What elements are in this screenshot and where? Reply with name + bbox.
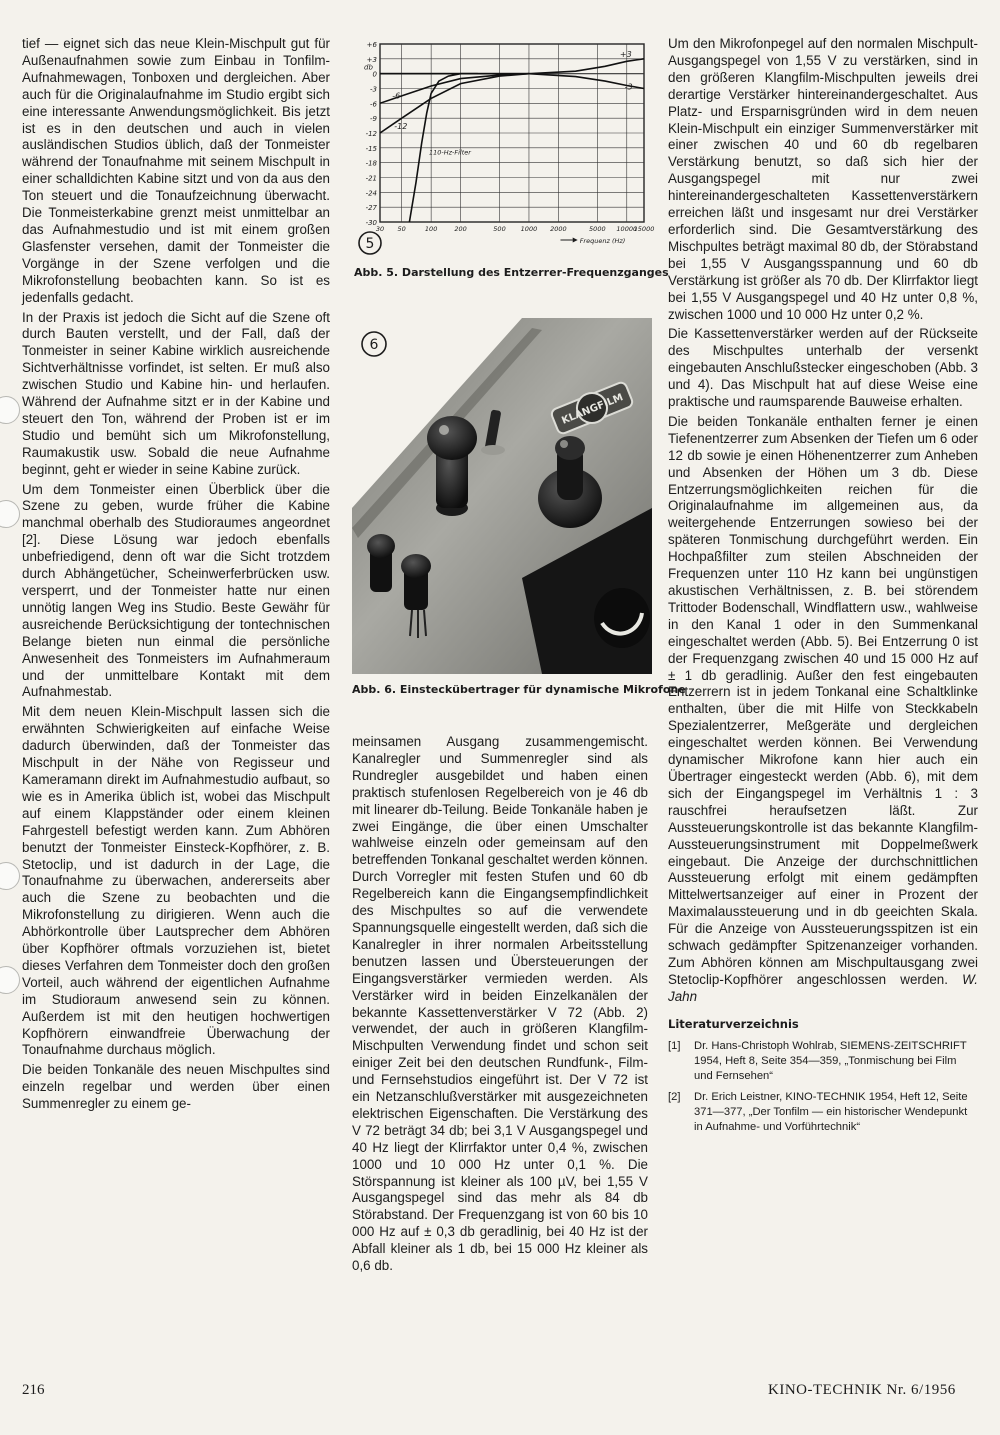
reference-item bbox=[668, 1090, 978, 1135]
x-tick-label: 200 bbox=[454, 225, 467, 233]
reference-text: Dr. Erich Leistner, KINO-TECHNIK 1954, Heft 12, Seite 371—377, „Der Tonfilm — ein historischer Wendepunkt in Aufnahme- und Vorführtechnik“ bbox=[694, 1090, 968, 1133]
series-line bbox=[380, 59, 644, 74]
text-column-left bbox=[22, 36, 330, 1116]
x-tick-label: 500 bbox=[493, 225, 506, 233]
y-tick-label: -18 bbox=[365, 159, 377, 168]
text-column-right bbox=[668, 36, 978, 1141]
journal-footer: KINO-TECHNIK Nr. 6/1956 bbox=[768, 1382, 956, 1398]
references-heading: Literaturverzeichnis bbox=[668, 1016, 799, 1031]
reference-number: [1] bbox=[668, 1039, 681, 1052]
x-axis-label: Frequenz (Hz) bbox=[579, 237, 626, 245]
series-label: -12 bbox=[394, 122, 408, 132]
series-line bbox=[380, 74, 644, 92]
paragraph: Mit dem neuen Klein-Mischpult lassen sich die erwähnten Schwierigkeiten auf einfache Weise dadurch überwinden, daß der Tonmeister das Mischpult in der Nähe von Regisseur und Kameramann direkt im Aufnahmestudio aufbaut, so wie es in Amerika üblich ist, wobei das Mischpult auf einem Klappständer oder einem kleinen Fahrgestell befestigt werden kann. Zum Abhören benutzt der Tonmeister Einsteck-Kopfhörer, z. B. Stetoclip, und ist dadurch in der Lage, die Tonaufnahme zu überwachen, andererseits aber auch die Szene zu beobachten und die Mikrofonstellung zu dirigieren. Wenn auch die Abhörkontrolle über Lautsprecher dem Abhören über Kopfhörer oftmals vorzuziehen ist, bietet dieses Verfahren dem Tonmeister doch den großen Vorteil, auch während der eigentlichen Aufnahme im Studioraum anwesend sein zu können. Außerdem ist mit den heutigen hochwertigen Kopfhörern einwandfreie Überwachung der Tonaufnahme durchaus möglich. bbox=[22, 704, 330, 1058]
series-label: -6 bbox=[392, 91, 401, 101]
y-tick-label: -24 bbox=[365, 189, 377, 198]
y-tick-label: -15 bbox=[365, 144, 377, 153]
paragraph-text: Die beiden Tonkanäle enthalten ferner je einen Tiefenentzerrer zum Absenken der Tiefen um 6 oder 12 db sowie je einen Höhenentzerrer zum Anheben und Absenken der Höhen um 3 db. Diese Entzerrungsmöglichkeiten reichen für die Originalaufnahme im allgemeinen aus, da weitergehende Entzerrungen sowieso bei der späteren Tonmischung durchgeführt werden. Ein Hochpaßfilter zum steilen Abschneiden der Frequenzen unter 110 Hz kann bei ungünstigen akustischen Verhältnissen, z. B. bei störendem Trittoder Bodenschall, Windflattern usw., wahlweise in den Kanal 1 oder in den Summenkanal eingeschaltet werden (Abb. 5). Bei Entzerrung 0 ist der Frequenzgang zwischen 40 und 15 000 Hz auf ± 1 db geradlinig. Außer den fest eingebauten Entzerrern ist in jedem Tonkanal eine Schaltklinke enthalten, über die mit Hilfe von Steckkabeln Spezialentzerrer, Meßgeräte und dergleichen eingeschaltet werden können. Bei Verwendung dynamischer Mikrofone kann hier auch ein Übertrager eingesteckt werden (Abb. 6), mit dem sich der Eingangspegel im Verhältnis 1 : 3 rauschfrei heraufsetzen läßt. Zur Aussteuerungskontrolle ist das bekannte Klangfilm-Aussteuerungsinstrument mit Doppelmeßwerk eingebaut. Die Anzeige der durchschnittlichen Aussteuerung erfolgt mit einem gedämpften Mittelwertsanzeiger auf einer in Prozent der Maximalaussteuerung und in db geeichten Skala. Für die Anzeige von Aussteuerungsspitzen ist ein schwach gedämpfter Spitzenanzeiger vorhanden. Zum Abhören können am Mischpultausgang zwei Stetoclip-Kopfhörer angeschlossen werden. bbox=[668, 413, 978, 987]
y-tick-label: +3 bbox=[366, 55, 377, 64]
references bbox=[668, 1016, 978, 1135]
punch-hole bbox=[0, 966, 20, 994]
figure-6-caption: Abb. 6. Einsteckübertrager für dynamische Mikrofone bbox=[352, 683, 686, 696]
paragraph: Die beiden Tonkanäle des neuen Mischpultes sind einzeln regelbar und werden über einen Summenregler zu einem ge- bbox=[22, 1062, 330, 1112]
paragraph: tief — eignet sich das neue Klein-Mischpult gut für Außenaufnahmen sowie zum Einbau in Tonfilm-Aufnahmewagen, Tonboxen und dergleichen. Aber auch für die Originalaufnahme im Studio ergibt sich eine interessante Anwendungsmöglichkeit. Bis jetzt ist es in den deutschen und auch in vielen ausländischen Studios üblich, daß der Tonmeister während der Tonaufnahme mit seinem Mischpult in einer schalldichten Kabine sitzt und von da aus den Ton steuert und die Tonaufzeichnung überwacht. Die Tonmeisterkabine grenzt meist unmittelbar an das Aufnahmestudio und ist mit einem großen Glasfenster versehen, damit der Tonmeister die Vorgänge in der Szene verfolgen und die Mikrofonstellung beobachten kann. So ist es jedenfalls gedacht. bbox=[22, 36, 330, 305]
y-tick-label: -9 bbox=[370, 115, 377, 124]
y-tick-label: 0 bbox=[372, 70, 377, 79]
punch-hole bbox=[0, 396, 20, 424]
x-tick-label: 100 bbox=[424, 225, 438, 233]
y-unit-label: db bbox=[364, 63, 373, 72]
figure-6-photo bbox=[352, 318, 652, 674]
reference-text: Dr. Hans-Christoph Wohlrab, SIEMENS-ZEITSCHRIFT 1954, Heft 8, Seite 354—359, „Tonmischung bei Film und Fernsehen“ bbox=[694, 1039, 967, 1082]
figure-5-caption: Abb. 5. Darstellung des Entzerrer-Frequenzganges bbox=[354, 266, 669, 279]
series-label: -3 bbox=[624, 82, 633, 92]
paragraph: Die Kassettenverstärker werden auf der Rückseite des Mischpultes unterhalb der versenkt eingebauten Anschlußstecker eingeschoben (Abb. 3 und 4). Das Mischpult hat auf diese Weise eine praktische und raumsparende Bauweise erhalten. bbox=[668, 326, 978, 410]
punch-hole bbox=[0, 862, 20, 890]
series-label: +3 bbox=[619, 49, 632, 59]
x-tick-label: 50 bbox=[397, 225, 406, 233]
y-tick-label: -12 bbox=[365, 130, 377, 138]
svg-text:KLANGFILM: KLANGFILM bbox=[560, 392, 625, 427]
y-tick-label: -27 bbox=[365, 204, 377, 213]
x-tick-label: 15000 bbox=[633, 225, 655, 233]
figure-5 bbox=[352, 38, 655, 268]
x-axis-arrow-head bbox=[573, 238, 578, 243]
y-tick-label: -21 bbox=[365, 174, 377, 183]
paragraph: In der Praxis ist jedoch die Sicht auf die Szene oft durch Bauten verstellt, und der Fall, daß der Tonmeister in seiner Kabine wirklich ausreichende Sichtverhältnisse vorfindet, ist selten. Er muß also zwischen Studio und Kabine hin- und herlaufen. Während der Aufnahme sitzt er in der Kabine und steuert den Ton, während der Proben ist er im Studio und bemüht sich um Mikrofonstellung, Raumakustik usw. Sobald die neue Aufnahme beginnt, geht er wieder in seine Kabine zurück. bbox=[22, 309, 330, 477]
figure-6-number: 6 bbox=[369, 337, 379, 353]
y-tick-label: +6 bbox=[366, 41, 377, 49]
x-tick-label: 5000 bbox=[589, 225, 606, 233]
filter-label: 110-Hz-Filter bbox=[428, 148, 471, 157]
paragraph: Um den Mikrofonpegel auf den normalen Mischpult-Ausgangspegel von 1,55 V zu verstärken, sind in den größeren Klangfilm-Mischpulten jeweils drei derartige Verstärker hintereinandergeschaltet. Aus Platz- und Ersparnisgründen wird in dem neuen Klein-Mischpult ein einziger Summenverstärker mit einer zwischen 40 und 60 db regelbaren Verstärkung benutzt, so daß sich hier der Ausgangspegel mit nur zwei hintereinandergeschalteten Kassettenverstärkern erreichen läßt und insgesamt nur drei Verstärker erforderlich sind. Die Gesamtverstärkung des Mischpultes beträgt maximal 80 db, der Störabstand bei 1,55 V Ausgangsspannung und 60 db Verstärkung ist größer als 70 db. Der Klirrfaktor liegt bei 1,55 V Ausgangspegel und 40 Hz unter 0,8 %, zwischen 1000 und 10 000 Hz unter 0,2 %. bbox=[668, 36, 978, 322]
punch-hole bbox=[0, 500, 20, 528]
reference-number: [2] bbox=[668, 1090, 681, 1103]
frequency-response-chart bbox=[352, 38, 655, 268]
paragraph bbox=[668, 414, 978, 1006]
x-tick-label: 30 bbox=[375, 225, 385, 233]
y-tick-label: -30 bbox=[365, 219, 377, 227]
x-tick-label: 1000 bbox=[520, 225, 538, 233]
y-tick-label: -6 bbox=[370, 100, 377, 109]
paragraph: meinsamen Ausgang zusammengemischt. Kanalregler und Summenregler sind als Rundregler ausgebildet und haben einen praktisch stufenlosen Regelbereich von je 46 db mit linearer db-Teilung. Beide Tonkanäle haben je zwei Eingänge, die über einen Umschalter wahlweise einzeln oder gemeinsam auf den betreffenden Tonkanal geschaltet werden können. Durch Vorregler mit festen Stufen und 60 db Regelbereich kann die Eingangsempfindlichkeit des Mischpultes so auf die verwendete Spannungsquelle eingestellt werden, daß sich die Kanalregler in ihrer normalen Arbeitsstellung benutzen lassen und Übersteuerungen der Eingangsverstärker vermieden werden. Als Verstärker wird in beiden Einzelkanälen der bekannte Kassettenverstärker V 72 (Abb. 2) verwendet, der auch in größeren Klangfilm-Mischpulten Verwendung findet und schon seit einiger Zeit bei den deutschen Rundfunk-, Film- und Fernsehstudios eingeführt ist. Der V 72 ist ein Netzanschlußverstärker mit ausgezeichneten elektrischen Eigenschaften. Die Verstärkung des V 72 beträgt 34 db; bei 3,1 V Ausgangspegel und 40 Hz liegt der Klirrfaktor unter 0,4 %, zwischen 1000 und 10 000 Hz unter 0,1 %. Die Störspannung ist kleiner als 100 µV, bei 1,55 V Ausgangspegel sind das mehr als 84 db Störabstand. Der Frequenzgang ist von 60 bis 10 000 Hz auf ± 0,3 db geradlinig, bei 40 Hz ist der Abfall kleiner als 1 db, bei 15 000 Hz kleiner als 0,6 db. bbox=[352, 734, 648, 1274]
paragraph: Um dem Tonmeister einen Überblick über die Szene zu geben, wurde früher die Kabine manchmal oberhalb des Studioraumes angeordnet [2]. Diese Lösung war jedoch ebenfalls unbefriedigend, denn oft war die Sicht trotzdem durch Abhängetücher, Scheinwerferbrücken usw. versperrt, und der Tonmeister hatte nur einen unnötig langen Weg ins Studio. Beste Gewähr für ausreichende Berücksichtigung der tontechnischen Belange bieten nun einmal die persönliche Anwesenheit des Tonmeisters im Aufnahmeraum und der unmittelbare Kontakt mit dem Aufnahmestab. bbox=[22, 481, 330, 700]
author-signature: W. Jahn bbox=[668, 971, 978, 1004]
x-tick-label: 2000 bbox=[550, 225, 567, 233]
figure-5-number: 5 bbox=[365, 236, 375, 252]
x-tick-label: 10000 bbox=[616, 225, 638, 233]
meter-ring bbox=[594, 588, 650, 648]
page-number: 216 bbox=[22, 1382, 45, 1398]
y-tick-label: -3 bbox=[370, 85, 377, 94]
reference-item bbox=[668, 1039, 978, 1084]
text-column-middle bbox=[352, 734, 648, 1278]
